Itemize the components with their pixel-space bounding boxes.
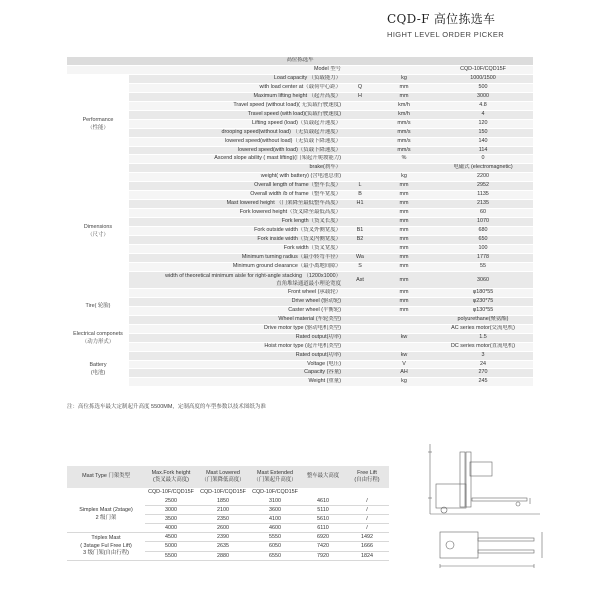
spec-row (67, 173, 533, 182)
spec-value: 1070 (433, 218, 533, 227)
spec-row (67, 236, 533, 245)
spec-unit: mm/s (375, 146, 433, 155)
spec-value: 245 (433, 378, 533, 387)
spec-item: Fork outside width（货叉外侧宽度） (129, 227, 345, 236)
mast-cell: 2500 (145, 497, 197, 506)
fork-top-left (478, 538, 534, 541)
fork-top-right (478, 550, 534, 553)
spec-symbol: Wa (345, 253, 375, 262)
spec-unit: mm (375, 297, 433, 306)
mast-subheader-cell (301, 488, 345, 497)
mast-subheader-cell: CQD-10F/CQD15F (148, 489, 194, 496)
mast-cell: 3100 (249, 497, 301, 506)
spec-item: with load center at（载荷中心距） (129, 83, 345, 92)
spec-symbol (345, 369, 375, 378)
mast-row (67, 533, 389, 542)
spec-symbol (345, 110, 375, 119)
spec-symbol: B2 (345, 236, 375, 245)
spec-value: 3000 (433, 92, 533, 101)
spec-row (67, 297, 533, 306)
spec-symbol: L (345, 182, 375, 191)
spec-item: Ascend slope ability ( mast lifting)(门架起升爬坡能力) (129, 155, 345, 164)
spec-symbol (345, 315, 375, 324)
spec-value: 电磁式 (electromagnetic) (433, 164, 533, 173)
mast-cell: 1492 (345, 533, 389, 542)
spec-item: Fork lowered height（货叉降至最低高度） (129, 209, 345, 218)
spec-row (67, 101, 533, 110)
spec-unit: mm (375, 182, 433, 191)
spec-symbol (345, 324, 375, 333)
spec-value: φ230*75 (433, 297, 533, 306)
spec-value: 100 (433, 245, 533, 254)
spec-symbol: H1 (345, 200, 375, 209)
spec-row (67, 137, 533, 146)
mast-header-cell: Mast Type 门架类型 (67, 466, 145, 488)
spec-group-label: Performance （性能） (67, 74, 129, 172)
spec-value: φ130*55 (433, 306, 533, 315)
spec-value: 680 (433, 227, 533, 236)
spec-item: Rated output(功率) (129, 333, 345, 342)
spec-unit: km/h (375, 101, 433, 110)
spec-unit: mm (375, 236, 433, 245)
spec-header-row (67, 57, 533, 65)
spec-symbol (345, 209, 375, 218)
spec-unit: mm (375, 262, 433, 271)
spec-symbol: H (345, 92, 375, 101)
spec-row (67, 271, 533, 288)
spec-value: 0 (433, 155, 533, 164)
spec-row (67, 209, 533, 218)
spec-model-row (67, 65, 533, 74)
mast-cell: 3600 (249, 506, 301, 515)
spec-item: Wheel material (车轮类型) (129, 315, 345, 324)
mast-cell: 1850 (197, 497, 249, 506)
spec-unit: kw (375, 351, 433, 360)
spec-item: Weight (重量) (129, 378, 345, 387)
spec-row (67, 360, 533, 369)
truck-diagram (410, 440, 560, 585)
spec-unit: mm (375, 191, 433, 200)
spec-unit: mm (375, 83, 433, 92)
mast-cell: 4000 (145, 524, 197, 533)
spec-row (67, 306, 533, 315)
spec-item: Voltage (电压) (129, 360, 345, 369)
spec-unit: kw (375, 333, 433, 342)
spec-symbol: Q (345, 83, 375, 92)
spec-value: 24 (433, 360, 533, 369)
spec-item: Fork inside width（货叉内侧宽度） (129, 236, 345, 245)
spec-item: Minimum turning radius（最小转弯半径） (129, 253, 345, 262)
spec-symbol (345, 297, 375, 306)
spec-item: Drive wheel (驱动轮) (129, 297, 345, 306)
spec-symbol (345, 173, 375, 182)
mast-header-cell: Mast Lowered （门架降低高度） (197, 466, 249, 488)
spec-symbol (345, 137, 375, 146)
spec-unit: mm (375, 245, 433, 254)
spec-group-label: Electrical componets （动力形式） (67, 324, 129, 351)
mast-header-cell: 整车最大高度 (301, 466, 345, 488)
spec-row (67, 110, 533, 119)
spec-row (67, 146, 533, 155)
spec-symbol: B1 (345, 227, 375, 236)
spec-symbol (345, 128, 375, 137)
model-subtitle: HIGHT LEVEL ORDER PICKER (387, 30, 505, 39)
spec-row (67, 288, 533, 297)
mast-cell: 2100 (197, 506, 249, 515)
mast-header-row (67, 466, 389, 488)
model-title: CQD-F 高位拣选车 (387, 12, 496, 26)
mast-cell: 7420 (301, 542, 345, 551)
spec-row (67, 333, 533, 342)
spec-item: lowered speed(with load)（负载下降速度） (129, 146, 345, 155)
spec-group-label: Battery (电池) (67, 351, 129, 387)
spec-item: Maximum lifting height （起升高度） (129, 92, 345, 101)
spec-item: drooping speed(without load) （无负载起升速度） (129, 128, 345, 137)
spec-item: brake(刹车） (129, 164, 345, 173)
spec-value: 2200 (433, 173, 533, 182)
spec-value: 1778 (433, 253, 533, 262)
mast-cell: 6110 (301, 524, 345, 533)
spec-row (67, 164, 533, 173)
mast-subheader-row (67, 488, 389, 497)
spec-group-blank (67, 65, 129, 74)
spec-value: 140 (433, 137, 533, 146)
spec-unit: mm/s (375, 137, 433, 146)
spec-value: 500 (433, 83, 533, 92)
battery-body (436, 484, 466, 508)
spec-symbol (345, 360, 375, 369)
spec-value: 650 (433, 236, 533, 245)
spec-unit (375, 342, 433, 351)
spec-item: Caster wheel (平衡轮) (129, 306, 345, 315)
mast-subheader-cell: CQD-10F/CQD15F (252, 489, 298, 496)
mast-cell: 3500 (145, 515, 197, 524)
spec-symbol: Ast (345, 271, 375, 288)
spec-value: 114 (433, 146, 533, 155)
spec-value: 4 (433, 110, 533, 119)
spec-item: Model 型号 (129, 65, 345, 74)
spec-row (67, 324, 533, 333)
operator-platform (470, 462, 492, 476)
mast-subheader-cell (67, 488, 145, 497)
spec-symbol (345, 101, 375, 110)
spec-item: weight( with battery) (含电池总重) (129, 173, 345, 182)
spec-row (67, 218, 533, 227)
spec-value: 60 (433, 209, 533, 218)
mast-header-cell: Free Lift (自由行程) (345, 466, 389, 488)
spec-item: Fork length（货叉长度） (129, 218, 345, 227)
spec-symbol (345, 74, 375, 83)
spec-item: Travel speed (without load)( 无负载行驶速度) (129, 101, 345, 110)
load-wheel (516, 502, 520, 506)
mast-cell: / (345, 515, 389, 524)
spec-unit: mm (375, 253, 433, 262)
spec-value: 2952 (433, 182, 533, 191)
spec-row (67, 227, 533, 236)
spec-row (67, 369, 533, 378)
mast-cell: 1824 (345, 551, 389, 560)
spec-symbol (345, 333, 375, 342)
spec-row (67, 262, 533, 271)
spec-row (67, 200, 533, 209)
spec-value: 4.8 (433, 101, 533, 110)
mast-cell: 2350 (197, 515, 249, 524)
spec-item: Minimum ground clearance（最小离地间隙） (129, 262, 345, 271)
mast-group-label: Triplex Mast ( 3stage Ful Free Lift) 3 级门架(自由行程) (67, 533, 145, 560)
spec-unit: mm (375, 92, 433, 101)
mast-cell: 7920 (301, 551, 345, 560)
spec-value: 3 (433, 351, 533, 360)
mast-cell: 2880 (197, 551, 249, 560)
spec-row (67, 351, 533, 360)
spec-value: 3060 (433, 271, 533, 288)
spec-value: CQD-10F/CQD15F (433, 65, 533, 74)
spec-row (67, 74, 533, 83)
spec-item: lowered speed(without load)（无负载下降速度） (129, 137, 345, 146)
spec-unit: mm/s (375, 128, 433, 137)
spec-symbol (345, 342, 375, 351)
spec-value: 55 (433, 262, 533, 271)
spec-item: Load capacity （负载能力） (129, 74, 345, 83)
spec-row (67, 83, 533, 92)
spec-unit: mm (375, 271, 433, 288)
spec-row (67, 245, 533, 254)
spec-value: 2135 (433, 200, 533, 209)
spec-item: Rated output(功率) (129, 351, 345, 360)
spec-unit: kg (375, 173, 433, 182)
fork (472, 498, 527, 501)
spec-value: 270 (433, 369, 533, 378)
spec-row (67, 315, 533, 324)
mast-cell: / (345, 506, 389, 515)
spec-symbol (345, 351, 375, 360)
spec-header-label: 高位拣选车 (67, 57, 533, 65)
mast-cell: 5500 (145, 551, 197, 560)
spec-unit: mm (375, 288, 433, 297)
custom-height-note: 注：高位拣选车最大定制起升高度 5500MM，定制高度的车型参数以技术图纸为准 (67, 404, 266, 410)
spec-item: Front wheel (承载轮） (129, 288, 345, 297)
spec-symbol (345, 155, 375, 164)
spec-symbol: S (345, 262, 375, 271)
mast-header-cell: Max.Fork height (货叉最大高度) (145, 466, 197, 488)
spec-row (67, 191, 533, 200)
spec-item: Fork width（货叉宽度） (129, 245, 345, 254)
spec-value: 1135 (433, 191, 533, 200)
spec-unit: mm (375, 209, 433, 218)
spec-symbol (345, 218, 375, 227)
mast-cell: 5000 (145, 542, 197, 551)
spec-unit (375, 65, 433, 74)
spec-group-label: Dimensions （尺寸） (67, 173, 129, 288)
spec-item: Travel speed (with load)(负载行驶速度) (129, 110, 345, 119)
spec-item: Overall length of frame（整车长度） (129, 182, 345, 191)
mast-cell: 2390 (197, 533, 249, 542)
mast-subheader-cell: CQD-10F/CQD15F (200, 489, 246, 496)
spec-unit: kg (375, 74, 433, 83)
spec-group-label: Tire( 轮胎) (67, 288, 129, 324)
spec-symbol: B (345, 191, 375, 200)
spec-item: Overall width /b of frame（整车宽度） (129, 191, 345, 200)
spec-value: polyurethane(聚氨酯) (433, 315, 533, 324)
spec-value: 120 (433, 119, 533, 128)
mast-cell: 4500 (145, 533, 197, 542)
mast-cell: 5610 (301, 515, 345, 524)
spec-item: Capacity (容量) (129, 369, 345, 378)
spec-unit: mm (375, 306, 433, 315)
spec-value: 1000/1500 (433, 74, 533, 83)
mast-header-cell: Mast Extended （门架起升高度） (249, 466, 301, 488)
spec-symbol (345, 378, 375, 387)
spec-symbol (345, 65, 375, 74)
spec-unit: mm (375, 218, 433, 227)
spec-symbol (345, 164, 375, 173)
spec-row (67, 92, 533, 101)
spec-row (67, 342, 533, 351)
spec-unit: AH (375, 369, 433, 378)
mast-table (67, 466, 389, 561)
mast-rail (460, 452, 465, 507)
spec-symbol (345, 288, 375, 297)
spec-item: Lifting speed (load)（负载起升速度） (129, 119, 345, 128)
mast-cell: 6050 (249, 542, 301, 551)
mast-cell: / (345, 524, 389, 533)
mast-cell: 2635 (197, 542, 249, 551)
spec-item: width of theoretical minimum aisle for right-angle stacking （1200x1000） 直角堆垛通道最小理论宽度 (129, 271, 345, 288)
mast-cell: 1666 (345, 542, 389, 551)
spec-value: 150 (433, 128, 533, 137)
spec-unit: V (375, 360, 433, 369)
spec-row (67, 128, 533, 137)
mast-group-label: Simplex Mast (2stage) 2 级门架 (67, 497, 145, 533)
spec-row (67, 155, 533, 164)
mast-row (67, 497, 389, 506)
spec-item: Drive motor type (驱动电机类型) (129, 324, 345, 333)
spec-item: Hoist motor type (起升电机类型) (129, 342, 345, 351)
mast-cell: 3000 (145, 506, 197, 515)
spec-symbol (345, 119, 375, 128)
mast-subheader-cell (345, 488, 389, 497)
spec-unit (375, 315, 433, 324)
mast-cell: 5110 (301, 506, 345, 515)
spec-table (67, 57, 533, 387)
spec-unit (375, 164, 433, 173)
spec-value: φ180*55 (433, 288, 533, 297)
page-header (387, 10, 504, 39)
spec-unit: % (375, 155, 433, 164)
mast-cell: 4600 (249, 524, 301, 533)
spec-value: 1.5 (433, 333, 533, 342)
mast-cell: 5550 (249, 533, 301, 542)
spec-value: DC series motor(直流电机) (433, 342, 533, 351)
spec-row (67, 119, 533, 128)
spec-unit: km/h (375, 110, 433, 119)
spec-unit: mm/s (375, 119, 433, 128)
spec-symbol (345, 306, 375, 315)
spec-row (67, 378, 533, 387)
spec-unit: kg (375, 378, 433, 387)
spec-symbol (345, 245, 375, 254)
spec-symbol (345, 146, 375, 155)
spec-item: Mast lowered height （门架降至最低整车高度） (129, 200, 345, 209)
spec-unit (375, 324, 433, 333)
spec-row (67, 182, 533, 191)
mast-cell: 6550 (249, 551, 301, 560)
mast-cell: 4100 (249, 515, 301, 524)
mast-cell: / (345, 497, 389, 506)
mast-cell: 4610 (301, 497, 345, 506)
spec-row (67, 253, 533, 262)
mast-cell: 2600 (197, 524, 249, 533)
spec-unit: mm (375, 200, 433, 209)
spec-unit: mm (375, 227, 433, 236)
spec-value: AC series motor(交流电机) (433, 324, 533, 333)
mast-cell: 6920 (301, 533, 345, 542)
